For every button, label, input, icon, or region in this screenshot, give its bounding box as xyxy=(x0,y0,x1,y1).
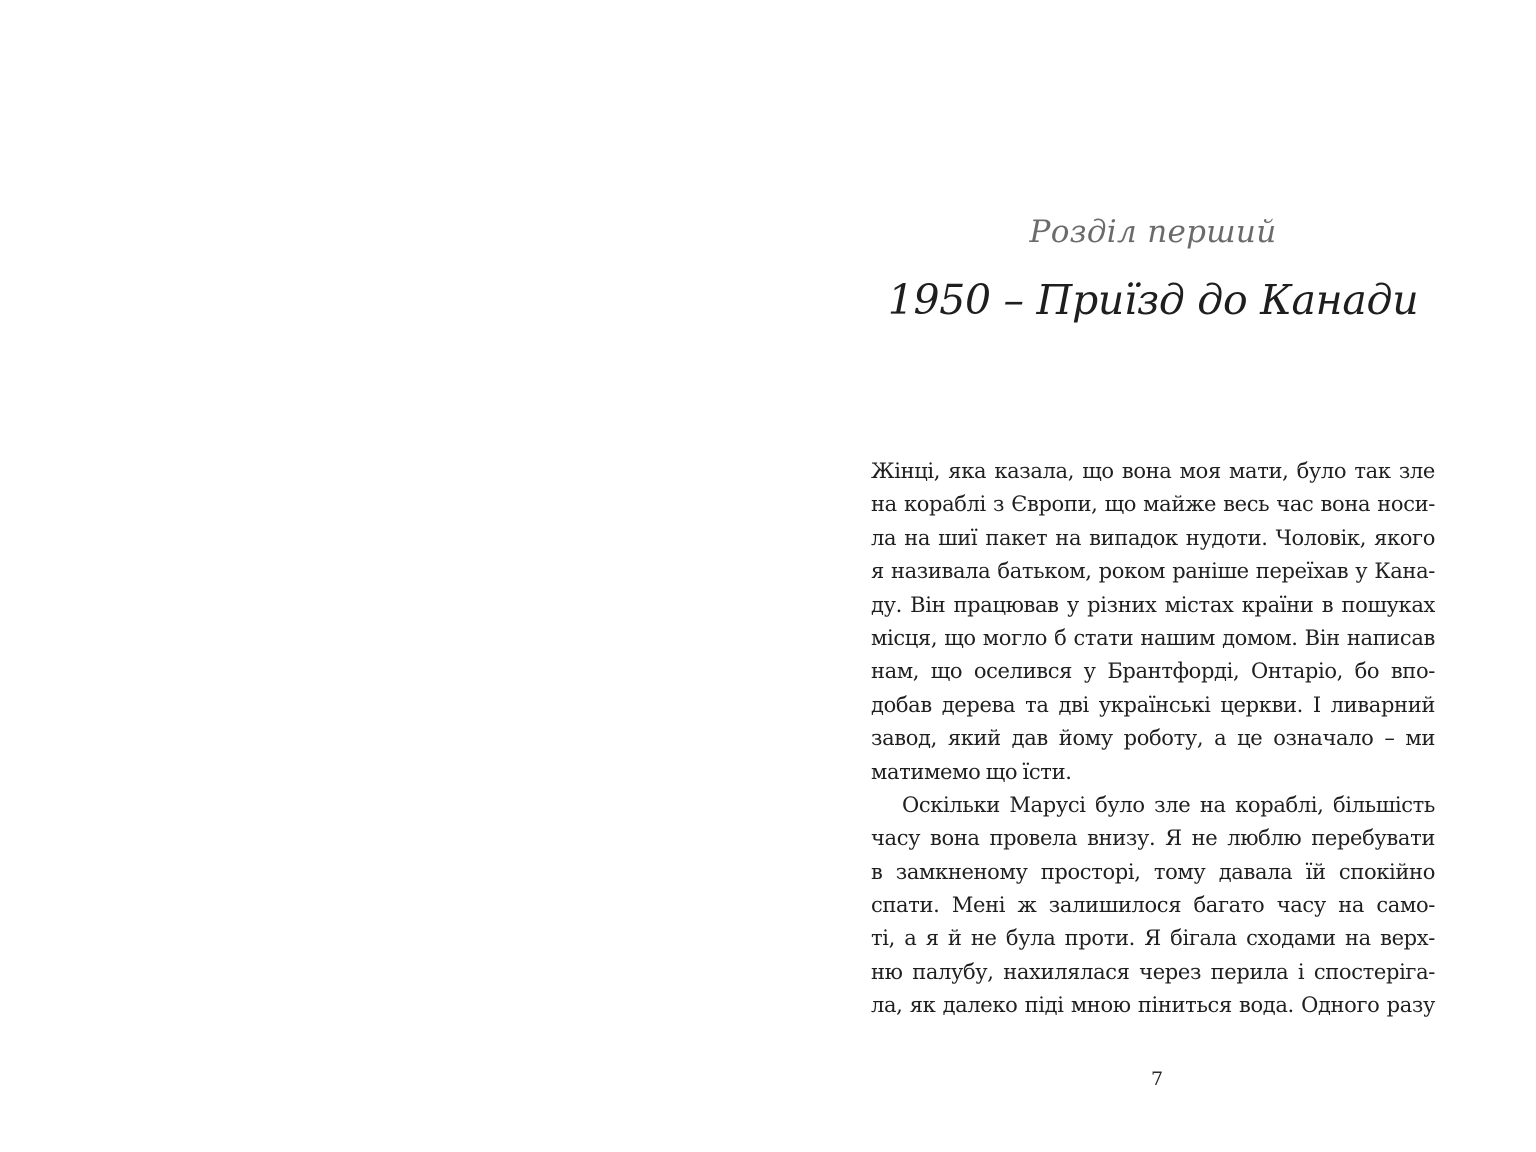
text-line: нам, що оселився у Брантфорді, Онтаріо, бо впо- xyxy=(871,659,1435,684)
text-line: в замкненому просторі, тому давала їй спокійно xyxy=(871,859,1435,884)
text-line: ла на шиї пакет на випадок нудоти. Чоловік, якого xyxy=(871,525,1435,550)
text-line: Оскільки Марусі було зле на кораблі, більшість xyxy=(902,792,1435,817)
text-line: часу вона провела внизу. Я не люблю перебувати xyxy=(871,826,1435,851)
chapter-body xyxy=(871,455,1435,1023)
paragraph-2 xyxy=(871,789,1435,1023)
text-line: завод, який дав йому роботу, а це означало – ми xyxy=(871,726,1435,751)
text-line: ла, як далеко піді мною пiниться вода. Одного разу xyxy=(871,993,1435,1018)
text-line: ню палубу, нахилялася через перила і спостеріга- xyxy=(871,959,1435,984)
right-page xyxy=(768,0,1536,1152)
text-line: ду. Він працював у різних містах країни в пошуках xyxy=(871,592,1435,617)
chapter-label: Розділ перший xyxy=(1029,214,1277,250)
text-line: ті, а я й не була проти. Я бігала сходами на верх- xyxy=(871,926,1435,951)
text-line: спати. Мені ж залишилося багато часу на само- xyxy=(871,893,1435,918)
text-line: добав дерева та дві українські церкви. І ливарний xyxy=(871,692,1435,717)
paragraph-1 xyxy=(871,455,1435,789)
text-line: на кораблі з Європи, що майже весь час вона носи- xyxy=(871,492,1435,517)
page-number: 7 xyxy=(1150,1068,1164,1090)
text-line: я називала батьком, роком раніше переїхав у Кана- xyxy=(871,559,1435,584)
text-line: Жінці, яка казала, що вона моя мати, було так зле xyxy=(871,459,1435,483)
text-line: місця, що могло б стати нашим домом. Він написав xyxy=(871,625,1435,650)
text-line: матимемо що їсти. xyxy=(871,759,1072,784)
chapter-title: 1950 – Приїзд до Канади xyxy=(887,276,1419,324)
